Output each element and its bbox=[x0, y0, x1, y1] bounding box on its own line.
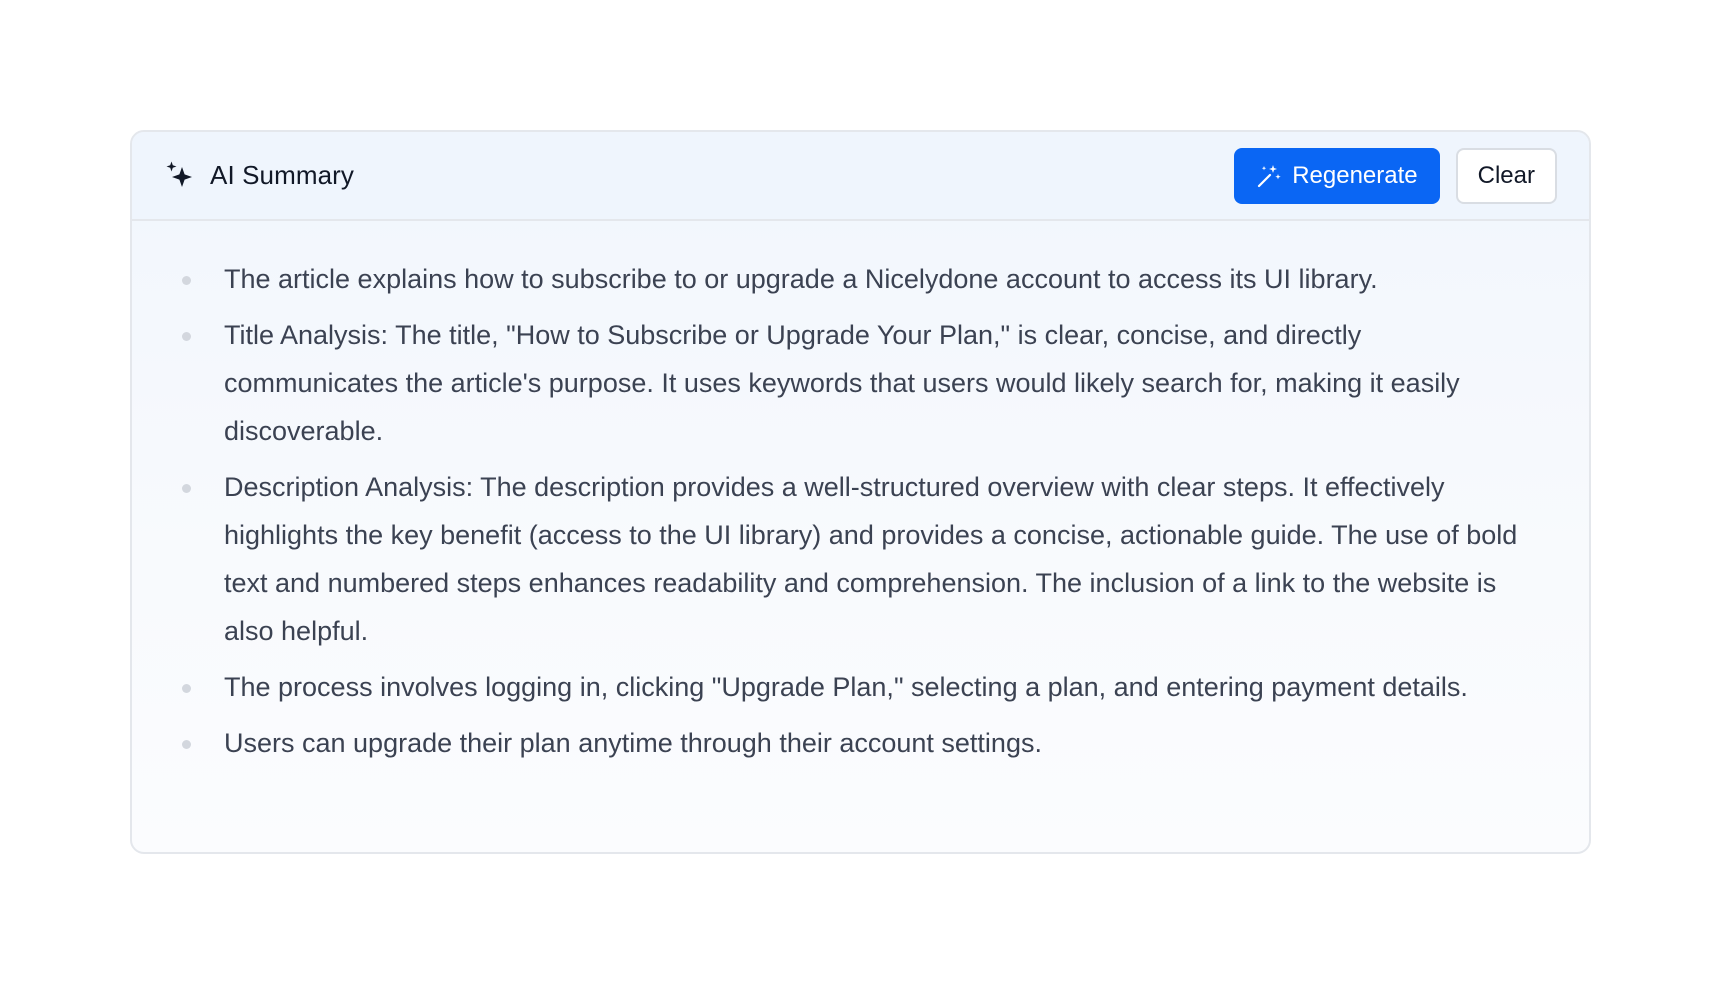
summary-item-text: The process involves logging in, clicking "Upgrade Plan," selecting a plan, and entering payment details. bbox=[224, 672, 1468, 702]
clear-button[interactable]: Clear bbox=[1456, 148, 1557, 204]
bullet-dot bbox=[182, 332, 191, 341]
bullet-dot bbox=[182, 484, 191, 493]
bullet-dot bbox=[182, 684, 191, 693]
header-actions bbox=[1234, 148, 1557, 204]
sparkle-icon bbox=[164, 160, 196, 192]
summary-item-text: Description Analysis: The description provides a well-structured overview with clear steps. It effectively highlights the key benefit (access to the UI library) and provides a concise, actionable guide. The use of bold text and numbered steps enhances readability and comprehension. The inclusion of a link to the website is also helpful. bbox=[224, 472, 1518, 646]
summary-item bbox=[182, 311, 1529, 455]
summary-item-text: The article explains how to subscribe to or upgrade a Nicelydone account to access its UI library. bbox=[224, 264, 1378, 294]
summary-item bbox=[182, 463, 1529, 655]
bullet-dot bbox=[182, 740, 191, 749]
regenerate-label: Regenerate bbox=[1292, 161, 1418, 189]
summary-item-text: Title Analysis: The title, "How to Subscribe or Upgrade Your Plan," is clear, concise, and directly communicates the article's purpose. It uses keywords that users would likely search for, making it easily discoverable. bbox=[224, 320, 1460, 446]
summary-item bbox=[182, 719, 1529, 767]
summary-item-text: Users can upgrade their plan anytime through their account settings. bbox=[224, 728, 1042, 758]
card-title: AI Summary bbox=[210, 160, 355, 190]
summary-item bbox=[182, 255, 1529, 303]
ai-summary-card bbox=[130, 130, 1591, 854]
title-group bbox=[164, 160, 1234, 192]
card-header bbox=[132, 132, 1589, 221]
summary-item bbox=[182, 663, 1529, 711]
regenerate-button[interactable] bbox=[1234, 148, 1439, 204]
bullet-dot bbox=[182, 276, 191, 285]
summary-body bbox=[132, 221, 1589, 767]
summary-list bbox=[182, 255, 1529, 767]
magic-wand-icon bbox=[1256, 163, 1282, 189]
